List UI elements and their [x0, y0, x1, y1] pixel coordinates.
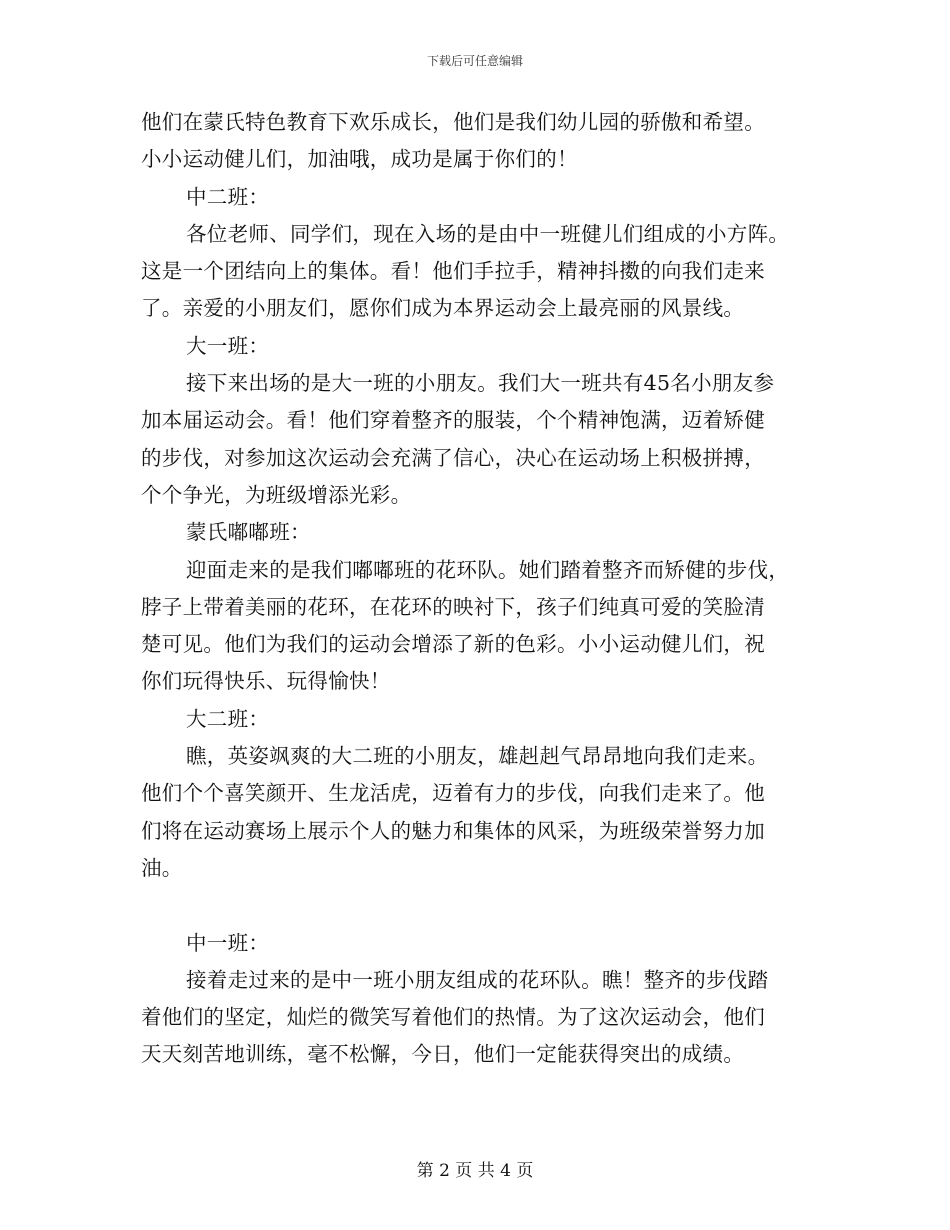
text-line: 大二班： [186, 706, 270, 731]
text-line: 各位老师、同学们，现在入场的是由中一班健儿们组成的小方阵。 [186, 221, 790, 246]
text-line: 加本届运动会。看！他们穿着整齐的服装，个个精神饱满，迈着矫健 [141, 408, 765, 433]
text-line: 楚可见。他们为我们的运动会增添了新的色彩。小小运动健儿们，祝 [141, 632, 765, 657]
text-line: 接下来出场的是大一班的小朋友。我们大一班共有45名小朋友参 [186, 371, 775, 396]
text-line: 你们玩得快乐、玩得愉快！ [141, 669, 391, 694]
text-line: 他们在蒙氏特色教育下欢乐成长，他们是我们幼儿园的骄傲和希望。 [141, 110, 765, 134]
text-line: 着他们的坚定，灿烂的微笑写着他们的热情。为了这次运动会，他们 [141, 1005, 765, 1030]
text-line: 他们个个喜笑颜开、生龙活虎，迈着有力的步伐，向我们走来了。他 [141, 781, 765, 806]
text-line: 们将在运动赛场上展示个人的魅力和集体的风采，为班级荣誉努力加 [141, 818, 765, 843]
text-line: 脖子上带着美丽的花环，在花环的映衬下，孩子们纯真可爱的笑脸清 [141, 594, 765, 619]
text-line: 大一班： [186, 333, 270, 358]
page-footer: 第 2 页 共 4 页 [416, 1161, 534, 1181]
text-line: 天天刻苦地训练，毫不松懈，今日，他们一定能获得突出的成绩。 [141, 1042, 745, 1067]
text-line: 了。亲爱的小朋友们，愿你们成为本界运动会上最亮丽的风景线。 [141, 296, 745, 321]
page-header: 下载后可任意编辑 [426, 54, 523, 68]
document-body [141, 104, 811, 1074]
text-line: 中二班： [186, 184, 270, 209]
text-line: 油。 [141, 855, 183, 880]
text-line: 中一班： [186, 930, 270, 955]
text-line: 蒙氏嘟嘟班： [186, 520, 311, 545]
text-line: 的步伐，对参加这次运动会充满了信心，决心在运动场上积极拼搏， [141, 445, 765, 470]
text-line: 迎面走来的是我们嘟嘟班的花环队。她们踏着整齐而矫健的步伐， [186, 557, 790, 582]
text-line: 接着走过来的是中一班小朋友组成的花环队。瞧！整齐的步伐踏 [186, 967, 769, 992]
text-line [141, 887, 811, 924]
text-line: 这是一个团结向上的集体。看！他们手拉手，精神抖擞的向我们走来 [141, 259, 765, 284]
text-line: 个个争光，为班级增添光彩。 [141, 482, 412, 507]
text-line: 小小运动健儿们，加油哦，成功是属于你们的！ [141, 147, 578, 172]
text-line: 瞧，英姿飒爽的大二班的小朋友，雄赳赳气昂昂地向我们走来。 [186, 744, 769, 769]
